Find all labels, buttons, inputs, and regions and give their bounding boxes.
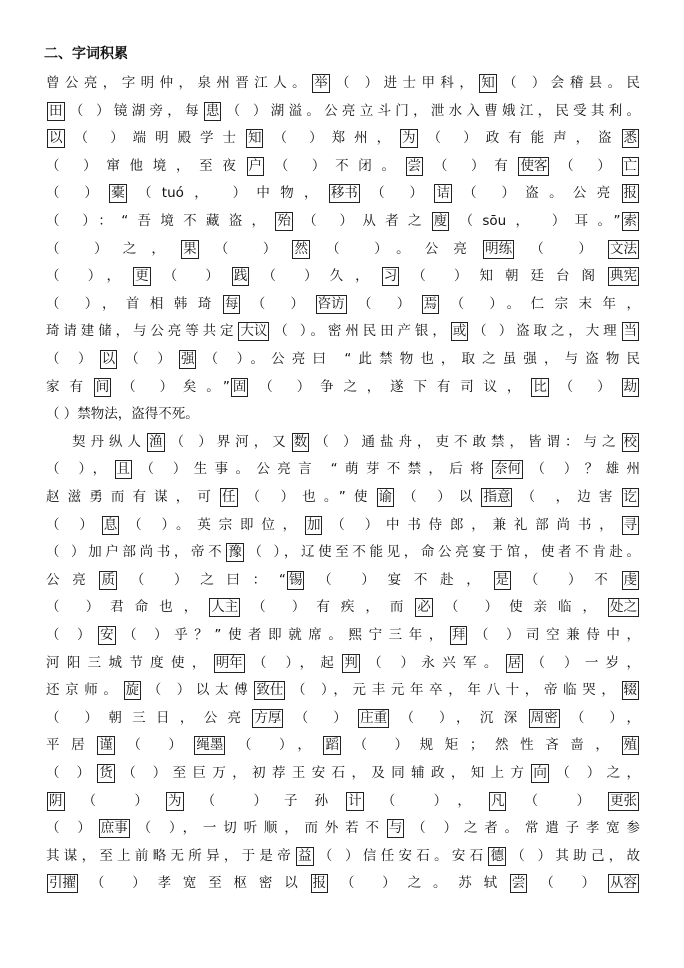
- passage-line: [46, 72, 640, 94]
- boxed-term: 尝: [511, 875, 526, 892]
- passage-text: （ ）: [550, 157, 621, 174]
- passage-line: [46, 872, 640, 894]
- passage-text: （ ）郑州，: [264, 130, 400, 147]
- boxed-term: 货: [99, 765, 113, 781]
- boxed-term: 强: [180, 351, 195, 367]
- boxed-term: 判: [344, 654, 358, 671]
- boxed-term: 移书: [330, 185, 358, 202]
- passage-text: （ ）: [46, 351, 99, 367]
- boxed-term: 明练: [485, 240, 513, 257]
- passage-text: （ ）知朝廷台阁: [400, 268, 608, 285]
- boxed-term: 固: [232, 378, 247, 395]
- boxed-term: 悉: [623, 130, 637, 147]
- passage-text: 其谋，至上前略无所异，于是帝: [46, 847, 295, 864]
- section-title: 二、字词积累: [44, 46, 128, 62]
- passage-text: （ ）: [46, 627, 98, 643]
- boxed-term: 指意: [483, 489, 511, 505]
- boxed-term: 旋: [125, 682, 140, 699]
- passage-text: （ ）从者之: [293, 213, 431, 229]
- boxed-term: 咨访: [317, 295, 345, 312]
- boxed-term: 数: [293, 433, 308, 450]
- passage-line: [46, 541, 640, 563]
- passage-text: （ ），起: [245, 654, 342, 671]
- passage-text: （ ）乎？”使者即就席。熙宁三年，: [116, 627, 449, 643]
- passage-text: （ ）界河，又: [165, 433, 291, 450]
- boxed-term: 益: [298, 847, 312, 864]
- passage-text: （ ）: [46, 516, 101, 533]
- boxed-term: 举: [314, 75, 328, 91]
- passage-text: （ ）朝三日，公亮: [46, 709, 252, 726]
- passage-text: （ ），: [560, 709, 641, 726]
- boxed-term: 必: [417, 599, 431, 616]
- boxed-term: 校: [623, 433, 638, 450]
- passage-text: （ ）至巨万，初荐王安石，及同辅政，知上方: [115, 765, 531, 781]
- passage-text: （ ）窜他境，至夜: [46, 157, 246, 174]
- passage-text: （ ）。英宗即位，: [120, 516, 304, 533]
- passage-text: （ ）不: [512, 571, 621, 588]
- boxed-term: 锡: [288, 571, 303, 588]
- passage-text: （ ）: [151, 268, 231, 285]
- passage-text: 家有: [46, 378, 93, 395]
- passage-text: （ ）司空兼侍中，: [468, 627, 640, 643]
- boxed-term: 践: [233, 268, 248, 285]
- passage-line: [46, 403, 640, 425]
- boxed-term: 田: [49, 102, 63, 119]
- passage-text: （ ）子孙: [184, 792, 346, 809]
- passage-text: （ ），元丰元年卒，年八十，帝临哭，: [286, 682, 621, 699]
- passage-text: （ ）之。苏轼: [329, 875, 509, 892]
- passage-text: 琦请建储，与公亮等共定: [46, 323, 238, 340]
- passage-text: （ ）信任安石。安石: [314, 847, 488, 864]
- passage-text: （ ）以: [395, 489, 481, 505]
- passage-text: （ ），: [364, 792, 488, 809]
- boxed-term: 任: [222, 489, 236, 505]
- boxed-term: 户: [248, 157, 263, 174]
- passage-text: （ ）加户部尚书，帝不: [46, 544, 226, 561]
- passage-text: （ ）永兴军。: [360, 654, 505, 671]
- passage-text: （ ）禁物法，盗得不死。: [46, 406, 199, 423]
- boxed-term: 尝: [407, 157, 422, 174]
- passage-text: 公亮: [46, 571, 99, 588]
- passage-text: 平居: [46, 737, 97, 754]
- passage-text: （ ）使亲临，: [433, 599, 607, 616]
- passage-text: （ ）之曰：“: [117, 571, 286, 588]
- boxed-term: 庶事: [100, 820, 128, 837]
- passage-text: 赵滋勇而有谋，可: [46, 489, 219, 505]
- boxed-term: 使客: [520, 157, 548, 174]
- boxed-term: 且: [116, 461, 131, 478]
- passage-text: （ ）会稽县。民: [497, 75, 641, 91]
- passage-text: （ ）: [549, 378, 621, 395]
- passage-text: （ ）: [199, 240, 292, 257]
- boxed-term: 奈何: [494, 461, 522, 478]
- passage-line: [46, 734, 640, 756]
- passage-text: （ ）孝宽至枢密以: [79, 875, 310, 892]
- boxed-term: 辍: [623, 682, 638, 699]
- boxed-term: 凡: [490, 792, 505, 809]
- passage-line: [46, 596, 640, 618]
- boxed-term: 虔: [623, 571, 637, 588]
- passage-line: [46, 845, 640, 867]
- passage-text: （ ）。公亮: [310, 240, 483, 257]
- boxed-term: 以: [49, 130, 63, 147]
- boxed-term: 明年: [215, 654, 243, 671]
- passage-text: （ ）: [46, 820, 98, 837]
- boxed-term: 德: [490, 847, 504, 864]
- passage-text: （ ）: [241, 295, 315, 312]
- passage-line: [46, 679, 640, 701]
- boxed-term: 寻: [623, 516, 638, 533]
- passage-text: （ ）。仁宗末年，: [440, 295, 640, 312]
- passage-text: （ ）政有能声，盗: [418, 130, 621, 147]
- boxed-term: 知: [481, 75, 495, 91]
- passage-text: （ ）: [46, 765, 97, 781]
- boxed-term: 或: [452, 323, 467, 340]
- passage-text: （ ）镜湖旁，每: [65, 102, 203, 119]
- boxed-term: 患: [205, 102, 220, 119]
- boxed-term: 安: [100, 627, 114, 643]
- passage-text: （ ），: [46, 268, 133, 285]
- passage-text: 契丹纵人: [72, 433, 146, 450]
- passage-line: [46, 817, 640, 839]
- passage-text: （ ）宴不赴，: [305, 571, 493, 588]
- boxed-term: 向: [533, 765, 547, 781]
- passage-text: 河阳三城节度使，: [46, 654, 213, 671]
- passage-text: （ ）: [115, 737, 194, 754]
- passage-line: [46, 100, 640, 122]
- passage-text: （ ）：“吾境不藏盗，: [46, 213, 275, 229]
- boxed-term: 更张: [610, 792, 637, 809]
- passage-text: （ ）久，: [250, 268, 381, 285]
- passage-line: [46, 376, 640, 398]
- boxed-term: 廋: [433, 213, 448, 229]
- passage-line: [46, 762, 640, 784]
- passage-text: （ ）有: [424, 157, 518, 174]
- passage-text: （ ）盗。公亮: [452, 185, 621, 202]
- passage-line: [46, 458, 640, 480]
- passage-text: （ ，边害: [513, 489, 621, 505]
- boxed-term: 阴: [49, 792, 63, 809]
- passage-text: （ ）生事。公亮言 “萌芽不禁，后将: [133, 461, 492, 478]
- passage-text: （ ）: [528, 875, 608, 892]
- passage-text: 还京师。: [46, 682, 123, 699]
- boxed-term: 谕: [378, 489, 393, 505]
- boxed-term: 居: [507, 654, 522, 671]
- passage-text: （ ）争之，遂下有司议，: [249, 378, 531, 395]
- boxed-term: 周密: [530, 709, 558, 726]
- passage-line: [46, 238, 640, 260]
- boxed-term: 典宪: [610, 268, 638, 285]
- boxed-term: 人主: [211, 599, 239, 616]
- boxed-term: 致仕: [256, 682, 284, 699]
- boxed-term: 果: [183, 240, 197, 257]
- boxed-term: 当: [623, 323, 637, 340]
- passage-text: （ ）: [118, 351, 178, 367]
- passage-text: （ ）一岁，: [524, 654, 640, 671]
- boxed-term: 以: [101, 351, 116, 367]
- passage-text: （ ），一切听顺，而外若不: [130, 820, 386, 837]
- passage-text: （ ），: [46, 461, 114, 478]
- boxed-term: 知: [247, 130, 262, 147]
- boxed-term: 殆: [277, 213, 291, 229]
- passage-line: [46, 127, 640, 149]
- boxed-term: 质: [101, 571, 115, 588]
- passage-text: （ ），沉深: [390, 709, 528, 726]
- passage-line: [46, 652, 640, 674]
- passage-text: （ ）有疾，而: [241, 599, 415, 616]
- boxed-term: 蹈: [325, 737, 339, 754]
- boxed-term: 习: [383, 268, 398, 285]
- passage-text: （ ）端明殿学士: [65, 130, 245, 147]
- boxed-term: 绳墨: [196, 737, 224, 754]
- passage-text: （ ）其助己，故: [506, 847, 641, 864]
- passage-text: （ ）: [65, 792, 166, 809]
- boxed-term: 间: [95, 378, 110, 395]
- passage-line: [46, 182, 640, 204]
- passage-text: （ ），辽使至不能见，命公亮宴于馆，使者不肯赴。: [244, 544, 640, 561]
- boxed-term: 谨: [99, 737, 113, 754]
- boxed-term: 索: [623, 213, 637, 229]
- passage-line: [46, 210, 640, 232]
- passage-line: [46, 265, 640, 287]
- passage-text: （ ）: [360, 185, 434, 202]
- boxed-term: 为: [168, 792, 182, 809]
- passage-line: [46, 293, 640, 315]
- passage-text: （sōu， ）耳。”: [450, 213, 621, 229]
- boxed-term: 方厚: [254, 709, 282, 726]
- boxed-term: 橐: [111, 185, 125, 202]
- passage-text: （ ）湖溢。公亮立斗门，泄水入曹娥江，民受其利。: [222, 102, 640, 119]
- boxed-term: 大议: [240, 323, 268, 340]
- boxed-term: 亡: [623, 157, 637, 174]
- passage-text: （ ）之，: [46, 240, 181, 257]
- passage-text: （ ）中书侍郎，兼礼部尚书，: [323, 516, 621, 533]
- passage-line: [46, 707, 640, 729]
- passage-text: （ ）矣。”: [112, 378, 230, 395]
- boxed-term: 计: [348, 792, 362, 809]
- boxed-term: 加: [306, 516, 321, 533]
- passage-text: （ ）: [347, 295, 421, 312]
- boxed-term: 为: [402, 130, 416, 147]
- passage-text: （tuó， ）中物，: [127, 185, 328, 202]
- passage-line: [72, 431, 640, 453]
- passage-line: [46, 569, 640, 591]
- passage-text: （ ）通盐舟，吏不敢禁，皆谓：与之: [310, 433, 621, 450]
- passage-text: （ ）规矩；然性吝啬，: [341, 737, 621, 754]
- boxed-term: 诘: [436, 185, 450, 202]
- passage-text: （ ）？雄州: [524, 461, 641, 478]
- boxed-term: 豫: [228, 544, 242, 561]
- boxed-term: 劫: [623, 378, 638, 395]
- boxed-term: 庄重: [360, 709, 388, 726]
- passage-text: （ ）。密州民田产银，: [270, 323, 450, 340]
- boxed-term: 然: [294, 240, 308, 257]
- passage-text: （ ）盗取之，大理: [469, 323, 621, 340]
- boxed-term: 文法: [610, 240, 637, 257]
- boxed-term: 焉: [423, 295, 438, 312]
- boxed-term: 每: [224, 295, 239, 312]
- passage-line: [46, 790, 640, 812]
- boxed-term: 从容: [610, 875, 638, 892]
- boxed-term: 报: [623, 185, 638, 202]
- passage-text: （ ），: [226, 737, 323, 754]
- passage-text: （ ）之者。常遣子孝宽参: [405, 820, 640, 837]
- passage-text: （ ）之，: [549, 765, 640, 781]
- passage-text: （ ）以太傅: [142, 682, 254, 699]
- boxed-term: 是: [495, 571, 510, 588]
- passage-text: （ ）: [284, 709, 358, 726]
- boxed-term: 处之: [610, 599, 637, 616]
- boxed-term: 更: [135, 268, 149, 285]
- boxed-term: 殖: [623, 737, 638, 754]
- boxed-term: 报: [312, 875, 327, 892]
- passage-text: （ ）: [507, 792, 607, 809]
- boxed-term: 渔: [149, 433, 163, 450]
- passage-text: （ ）君命也，: [46, 599, 209, 616]
- passage-line: [46, 624, 640, 646]
- passage-line: [46, 486, 640, 508]
- passage-text: 曾公亮，字明仲，泉州晋江人。: [46, 75, 312, 91]
- passage-text: （ ）: [46, 185, 109, 202]
- boxed-term: 引擢: [49, 875, 76, 892]
- boxed-term: 比: [533, 378, 547, 395]
- passage-text: （ ）也。”使: [238, 489, 376, 505]
- passage-text: （ ）不闭。: [265, 157, 405, 174]
- boxed-term: 与: [388, 820, 403, 837]
- passage-line: [46, 155, 640, 177]
- passage-text: （ ）进士甲科，: [330, 75, 479, 91]
- passage-line: [46, 348, 640, 370]
- passage-line: [46, 320, 640, 342]
- passage-text: （ ），首相韩琦: [46, 295, 222, 312]
- passage-text: （ ）: [515, 240, 607, 257]
- passage-text: （ ）。公亮曰 “此禁物也，取之虽强，与盗物民: [197, 351, 641, 367]
- boxed-term: 息: [103, 516, 118, 533]
- boxed-term: 讫: [623, 489, 637, 505]
- boxed-term: 拜: [451, 627, 466, 643]
- passage-line: [46, 514, 640, 536]
